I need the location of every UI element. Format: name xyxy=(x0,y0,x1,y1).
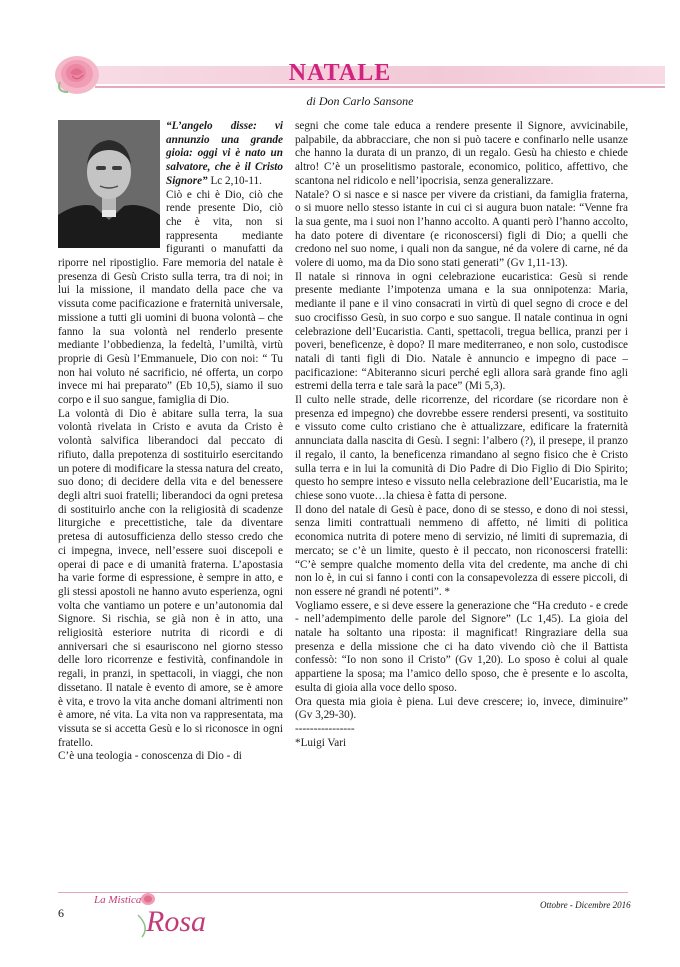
footnote: *Luigi Vari xyxy=(295,736,347,749)
footnote-divider: ---------------- xyxy=(295,722,355,735)
paragraph: C’è una teologia - conoscenza di Dio - di xyxy=(58,750,242,763)
paragraph: Natale? O si nasce e si nasce per vivere da cristiani, da famiglia fraterna, o si muore nello stesso istante in cui ci si augura buon natale: “Venne fra la sua gente, ma i suoi non l’hanno accolto. A quanti però l’hanno accolto, ha dato potere di diventare (e riconoscersi) figli di Dio; a quelli che credono nel suo nome, i quali non da sangue, né da volere di carne, né da volere di uomo, ma da Dio sono stati generati” (Gv 1,11-13). xyxy=(295,188,628,270)
paragraph: Il culto nelle strade, delle ricorrenze, del ricordare (se ricordare non è presenza ed impegno) che dovrebbe essere rendersi presenti, va sostituito e vissuto come culto cristiano che è attualizzare, edificare la fraternità annunciata dalla nascita di Gesù. I segni: l’albero (?), il presepe, il pranzo il regalo, il canto, la beneficenza rimandano al segno fisico che è Cristo sulla terra e in lui la comunità di Dio Padre di Dio Figlio di Dio Spirito; questo ho sempre inteso e vissuto nella celebrazione dell’Eucaristia, ma le chiese sono vuote…la chiesa è fatta di persone. xyxy=(295,394,628,502)
logo-small-text: La Mistica xyxy=(94,894,142,906)
right-column xyxy=(295,120,628,750)
paragraph: La volontà di Dio è abitare sulla terra, la sua volontà rivelata in Cristo e avuta da Cristo è volontà salvifica liberandoci dal peccato di rifiuto, dalla prepotenza di sostituirlo esercitando un potere di modificare la stessa natura del creato, suo dono; di decidere della vita e del benessere degli altri suoi fratelli; liberandoci da ogni pretesa di sostituirlo anche con la religiosità di scadenze liturgiche e precettistiche, tale da diventare pretesa di autosufficienza dello stesso credo che ci impegna, invece, nell’essere suoi discepoli e operai di pace e di umanità fraterna. L’apostasia ha varie forme di espressione, è sempre in atto, e gli stessi apostoli ne hanno avuto esperienza, ogni volta che vantiamo un potere e un’autonomia dal Signore. Si rischia, se già non è in atto, una religiosità esteriore nutrita di ricordi e di anniversari che si esauriscono nel giorno stesso delle loro ricorrenze e festività, confinandole in regali, in pranzi, in spettacoli, in viaggi, che non dissetano. Il natale è evento di amore, se è amore è vita, e trovo la vita anche domani altrimenti non è amore, né vita. La vita non va rappresentata, ma vissuta se si accetta Gesù e lo si riconosce in ogni fratello. xyxy=(58,407,283,749)
paragraph: Vogliamo essere, e si deve essere la generazione che “Ha creduto - e crede - nell’adempimento delle parole del Signore” (Lc 1,45). La gioia del natale ha soltanto una riposta: il magnificat! Ringraziare della sua presenza e della missione che ci ha dato vivendo ciò che il Battista confessò: “Io non sono il Cristo” (Gv 1,20). Lo sposo è colui al quale appartiene la sposa; ma l’amico dello sposo, che è presente e lo ascolta, esulta di gioia alla voce dello sposo. xyxy=(295,599,628,694)
paragraph: segni che come tale educa a rendere presente il Signore, avvicinabile, palpabile, da abbracciare, che non si può tacere e confinarlo nelle usanze che hanno la durata di un pranzo, di un regalo. Gesù ha chiesto e chiede altro! C’è un proselitismo pastorale, economico, politico, affettivo, che scantona nel ridicolo e nell’ipocrisia, senza generalizzare. xyxy=(295,120,628,187)
page-number: 6 xyxy=(58,906,64,920)
paragraph: Il dono del natale di Gesù è pace, dono di se stesso, e dono di noi stessi, senza limiti contrattuali nemmeno di affetto, né limiti di politica economica nutrita di potere meno di servizio, né limiti di supremazia, di mercato; se c’è un limite, questo è il peccato, non riconoscersi fratelli: “C’è sempre qualche momento della vita del credente, ma anche di chi non lo è, in cui si fanno i conti con la consapevolezza di essere piccoli, di non essere né grandi né potenti”. * xyxy=(295,503,628,598)
article-title: NATALE xyxy=(288,60,392,86)
paragraph: Il natale si rinnova in ogni celebrazione eucaristica: Gesù si rende presente mediante l’impotenza umana e la sua onnipotenza: Maria, mediante il pane e il vino consacrati in virtù di quel segno di croce e del suo crocifisso Gesù, in suo corpo e suo sangue. Il natale continua in ogni celebrazione dell’Eucaristia. Canti, spettacoli, tregua bellica, pranzi per i poveri, beneficenze, è dopo? Il mare mediterraneo, e non solo, custodisce natali di tanti figli di Dio. Natale è annuncio e impegno di pace – pacificazione: “Abiteranno sicuri perché egli allora sarà grande fino agli estremi della terra e tale sarà la pace” (Mi 5,3). xyxy=(295,270,628,393)
paragraph: Ciò e chi è Dio, ciò che rende presente Dio, ciò che è vita, non si rappresenta mediante figuranti o manufatti da riporre nel ripostiglio. Fare memoria del natale è presenza di Gesù Cristo sulla terra, tra di noi; in lui la missione, il mandato della pace che va vissuta come pacificazione e fraternità universale, missione a tutti gli uomini di buona volontà – che fanno la sua volontà nel renderlo presente mediante l’obbedienza, la fedeltà, l’umiltà, virtù proprie di Gesù l’Emmanuele, Dio con noi: “ Tu non hai voluto né sacrificio, né offerta, un corpo invece mi hai preparato” (Eb 10,5), siamo il suo corpo e il suo sangue, famiglia di Dio. xyxy=(58,188,283,407)
magazine-logo xyxy=(88,885,218,940)
quote-reference: Lc 2,10-11. xyxy=(207,174,262,187)
logo-big-text: Rosa xyxy=(146,905,206,938)
priest-portrait xyxy=(58,120,160,248)
left-column xyxy=(58,120,283,764)
opening-quote: “L’angelo disse: vi annunzio una grande gioia: oggi vi è nato un salvatore, che è il Cristo Signore” xyxy=(166,120,283,187)
issue-date: Ottobre - Dicembre 2016 xyxy=(540,900,631,910)
article-byline: di Don Carlo Sansone xyxy=(306,94,414,108)
paragraph: Ora questa mia gioia è piena. Lui deve crescere; io, invece, diminuire” (Gv 3,29-30). xyxy=(295,695,628,722)
